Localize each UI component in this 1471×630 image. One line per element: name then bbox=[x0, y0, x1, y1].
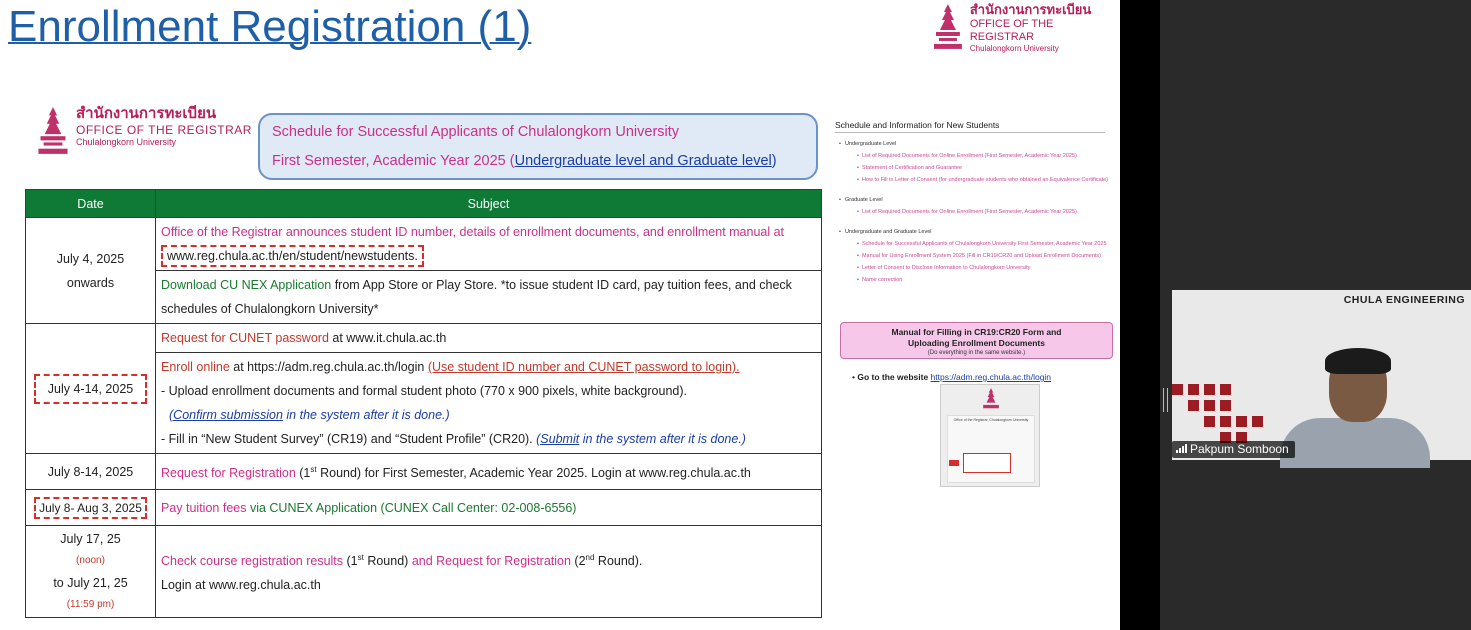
adm-login-link[interactable]: https://adm.reg.chula.ac.th/login bbox=[930, 372, 1052, 382]
slide-title: Enrollment Registration (1) bbox=[8, 2, 532, 51]
manual-box: Manual for Filling in CR19:CR20 Form and Uploading Enrollment Documents (Do everything in the same website.) bbox=[840, 322, 1113, 359]
chula-emblem-icon bbox=[930, 2, 966, 52]
chula-emblem-icon bbox=[980, 387, 1002, 415]
logo-office-text: OFFICE OF THE REGISTRAR bbox=[76, 123, 252, 137]
resize-handle[interactable] bbox=[1163, 388, 1168, 412]
date-column-header: Date bbox=[26, 190, 156, 218]
goto-website: • Go to the website https://adm.reg.chula.ac.th/login bbox=[852, 372, 1052, 382]
doc-link[interactable]: • Statement of Certification and Guarantee bbox=[857, 165, 1105, 171]
subject-column-header: Subject bbox=[156, 190, 822, 218]
chula-emblem-icon bbox=[34, 105, 72, 157]
group-graduate: • Graduate Level bbox=[839, 197, 1105, 203]
table-row bbox=[26, 490, 822, 526]
subject-cell: Enroll online at https://adm.reg.chula.ac.th/login (Use student ID number and CUNET password to login). - Upload enrollment documents and formal student photo (770 x 900 pixels, white background). (Confirm submission in the system after it is done.) - Fill in “New Student Survey” (CR19) and “Student Profile” (CR20). (Submit in the system after it is done.) bbox=[156, 353, 822, 454]
doc-link[interactable]: • Letter of Consent to Disclose Information to Chulalongkorn University bbox=[857, 265, 1105, 271]
doc-link[interactable]: • List of Required Documents for Online Enrollment (First Semester, Academic Year 2025) bbox=[857, 209, 1105, 215]
participant-name-tag bbox=[1172, 441, 1295, 458]
brand-text: CHULA ENGINEERING bbox=[1343, 294, 1465, 306]
schedule-table bbox=[25, 189, 822, 618]
date-cell: July 4, 2025 onwards bbox=[26, 218, 156, 324]
participant-body bbox=[1280, 418, 1430, 468]
arrow-icon bbox=[949, 460, 959, 466]
schedule-title-line2: First Semester, Academic Year 2025 (Undergraduate level and Graduate level) bbox=[272, 153, 777, 169]
logo-office-text: OFFICE OF THE REGISTRAR bbox=[969, 18, 1054, 43]
subject-cell: Check course registration results (1st Round) and Request for Registration (2nd Round). Login at www.reg.chula.ac.th bbox=[156, 526, 822, 618]
table-header-row bbox=[26, 190, 822, 218]
schedule-title-line1: Schedule for Successful Applicants of Chulalongkorn University bbox=[272, 124, 680, 140]
new-students-info-panel bbox=[835, 120, 1109, 283]
date-cell: July 8- Aug 3, 2025 bbox=[26, 490, 156, 526]
confirm-submission-link[interactable]: (Confirm submission bbox=[169, 408, 283, 422]
doc-link[interactable]: • How to Fill in Letter of Consent (for undergraduate students who obtained an Equivalence Certificate) bbox=[857, 177, 1105, 183]
table-row bbox=[26, 526, 822, 618]
doc-link[interactable]: • Name correction bbox=[857, 277, 1105, 283]
info-heading: Schedule and Information for New Students bbox=[835, 120, 1105, 133]
table-row bbox=[26, 218, 822, 271]
table-row bbox=[26, 454, 822, 490]
table-row bbox=[26, 324, 822, 353]
logo-thai-text: สำนักงานการทะเบียน bbox=[76, 105, 217, 122]
level-link[interactable]: Undergraduate level and Graduate level bbox=[514, 153, 772, 169]
registrar-logo-document bbox=[34, 105, 252, 157]
date-cell: July 4-14, 2025 bbox=[26, 324, 156, 454]
doc-link[interactable]: • List of Required Documents for Online Enrollment (First Semester, Academic Year 2025) bbox=[857, 153, 1105, 159]
doc-link[interactable]: • Schedule for Successful Applicants of Chulalongkorn University First Semester, Academic Year 2025 bbox=[857, 241, 1105, 247]
subject-cell: Download CU NEX Application from App Store or Play Store. *to issue student ID card, pay tuition fees, and check schedules of Chulalongkorn University* bbox=[156, 271, 822, 324]
logo-university-text: Chulalongkorn University bbox=[76, 137, 177, 147]
signal-strength-icon bbox=[1176, 444, 1186, 453]
date-cell: July 17, 25 (noon) to July 21, 25 (11:59 pm) bbox=[26, 526, 156, 618]
group-both: • Undergraduate and Graduate Level bbox=[839, 229, 1105, 235]
logo-thai-text: สำนักงานการทะเบียน bbox=[969, 2, 1092, 17]
registrar-logo-top bbox=[930, 2, 1120, 54]
newstudents-url[interactable]: www.reg.chula.ac.th/en/student/newstudents. bbox=[161, 245, 424, 267]
schedule-title-box bbox=[258, 113, 818, 180]
logo-university-text: Chulalongkorn University bbox=[969, 44, 1059, 53]
login-note: (Use student ID number and CUNET password to login). bbox=[427, 360, 740, 374]
subject-cell: Request for CUNET password at www.it.chula.ac.th bbox=[156, 324, 822, 353]
system-screenshot-thumbnail bbox=[940, 384, 1040, 487]
group-undergraduate: • Undergraduate Level bbox=[839, 141, 1105, 147]
subject-cell: Request for Registration (1st Round) for First Semester, Academic Year 2025. Login at www.reg.chula.ac.th bbox=[156, 454, 822, 490]
doc-link[interactable]: • Manual for Using Enrollment System 2025 (Fill in CR19/CR20 and Upload Enrollment Documents) bbox=[857, 253, 1105, 259]
thumb-caption: Office of the Registrar, Chulalongkorn University bbox=[953, 418, 1029, 422]
submit-link[interactable]: (Submit bbox=[536, 432, 580, 446]
date-cell: July 8-14, 2025 bbox=[26, 454, 156, 490]
subject-cell: Pay tuition fees via CUNEX Application (CUNEX Call Center: 02-008-6556) bbox=[156, 490, 822, 526]
participant-hair bbox=[1325, 348, 1391, 374]
subject-cell: Office of the Registrar announces student ID number, details of enrollment documents, and enrollment manual at www.reg.chula.ac.th/en/student/newstudents. bbox=[156, 218, 822, 271]
separator bbox=[1120, 0, 1160, 630]
participant-name: Pakpum Somboon bbox=[1190, 442, 1289, 456]
